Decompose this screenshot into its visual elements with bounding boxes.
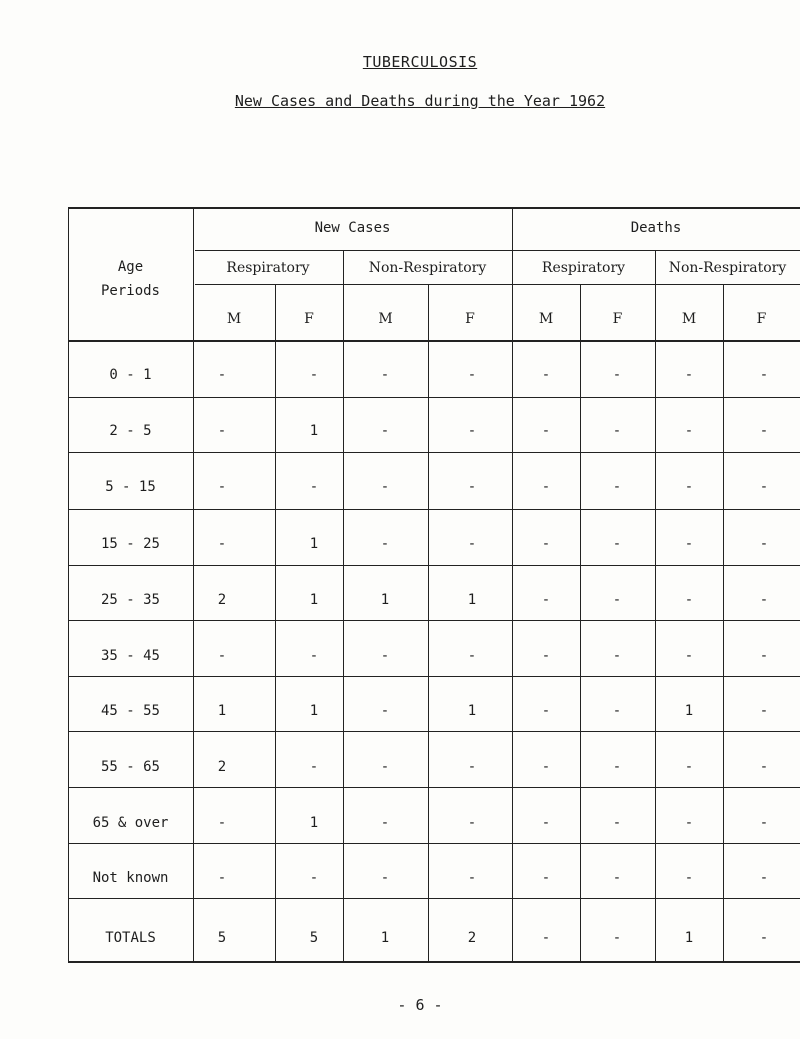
table-cell: - bbox=[217, 648, 227, 664]
table-cell: - bbox=[217, 815, 227, 831]
table-cell: - bbox=[684, 648, 694, 664]
table-cell: - bbox=[217, 536, 227, 552]
table-cell: - bbox=[759, 592, 769, 608]
table-cell: - bbox=[541, 930, 551, 946]
rule-header-bottom bbox=[68, 340, 800, 342]
rule-group bbox=[195, 250, 800, 251]
new-cases-header: New Cases bbox=[314, 220, 391, 236]
table-cell: - bbox=[467, 870, 477, 886]
table-cell: - bbox=[541, 592, 551, 608]
table-cell: - bbox=[612, 815, 622, 831]
table-cell: - bbox=[467, 479, 477, 495]
age-period-label: 35 - 45 bbox=[100, 648, 160, 664]
table-cell: - bbox=[612, 703, 622, 719]
table-cell: - bbox=[684, 592, 694, 608]
new-respiratory-header: Respiratory bbox=[226, 260, 310, 276]
table-cell: - bbox=[759, 930, 769, 946]
table-cell: - bbox=[612, 479, 622, 495]
table-cell: - bbox=[380, 648, 390, 664]
table-cell: 1 bbox=[217, 703, 227, 719]
age-period-label: Not known bbox=[92, 870, 169, 886]
table-cell: - bbox=[541, 479, 551, 495]
age-period-label: 55 - 65 bbox=[100, 759, 160, 775]
table-cell: - bbox=[380, 479, 390, 495]
table-cell: - bbox=[467, 536, 477, 552]
table-cell: - bbox=[684, 759, 694, 775]
table-cell: - bbox=[541, 703, 551, 719]
sex-header: M bbox=[226, 311, 242, 327]
table-cell: 2 bbox=[467, 930, 477, 946]
rule-sex-divider bbox=[580, 284, 581, 963]
table-cell: - bbox=[309, 479, 319, 495]
table-cell: - bbox=[612, 423, 622, 439]
table-cell: - bbox=[541, 536, 551, 552]
table-cell: - bbox=[380, 870, 390, 886]
document-subtitle: New Cases and Deaths during the Year 1962 bbox=[234, 92, 606, 110]
rule-row bbox=[68, 898, 800, 899]
sex-header: M bbox=[681, 311, 697, 327]
table-cell: - bbox=[380, 815, 390, 831]
table-cell: 1 bbox=[467, 592, 477, 608]
table-cell: 1 bbox=[309, 703, 319, 719]
table-cell: 2 bbox=[217, 592, 227, 608]
table-cell: 1 bbox=[380, 592, 390, 608]
table-cell: - bbox=[467, 815, 477, 831]
age-period-label: 2 - 5 bbox=[109, 423, 152, 439]
table-cell: - bbox=[541, 759, 551, 775]
table-cell: - bbox=[759, 367, 769, 383]
table-cell: - bbox=[612, 367, 622, 383]
table-cell: - bbox=[612, 648, 622, 664]
document-title: TUBERCULOSIS bbox=[362, 53, 478, 71]
deaths-non-respiratory-header: Non-Respiratory bbox=[668, 260, 787, 276]
table-cell: - bbox=[309, 759, 319, 775]
table-cell: - bbox=[217, 870, 227, 886]
rule-row bbox=[68, 787, 800, 788]
age-period-label: 15 - 25 bbox=[100, 536, 160, 552]
rule-top bbox=[68, 207, 800, 209]
table-cell: - bbox=[759, 479, 769, 495]
table-cell: - bbox=[684, 479, 694, 495]
sex-header: M bbox=[378, 311, 393, 327]
table-cell: - bbox=[612, 759, 622, 775]
table-cell: 1 bbox=[309, 536, 319, 552]
table-cell: - bbox=[759, 759, 769, 775]
table-cell: - bbox=[309, 870, 319, 886]
tuberculosis-table bbox=[68, 207, 800, 963]
table-cell: - bbox=[380, 423, 390, 439]
table-cell: - bbox=[541, 367, 551, 383]
rule-row bbox=[68, 565, 800, 566]
table-cell: - bbox=[541, 648, 551, 664]
table-cell: - bbox=[380, 367, 390, 383]
table-cell: - bbox=[612, 536, 622, 552]
table-cell: - bbox=[684, 815, 694, 831]
table-cell: - bbox=[309, 367, 319, 383]
table-cell: - bbox=[541, 870, 551, 886]
table-cell: - bbox=[612, 870, 622, 886]
table-cell: - bbox=[309, 648, 319, 664]
sex-header: F bbox=[465, 311, 475, 327]
table-cell: - bbox=[759, 815, 769, 831]
rule-row bbox=[68, 620, 800, 621]
table-cell: - bbox=[467, 423, 477, 439]
age-period-label: 25 - 35 bbox=[100, 592, 160, 608]
table-cell: 2 bbox=[217, 759, 227, 775]
table-cell: - bbox=[217, 423, 227, 439]
rule-sex-divider bbox=[723, 284, 724, 963]
rule-left bbox=[68, 207, 69, 963]
table-cell: 1 bbox=[309, 423, 319, 439]
table-cell: 1 bbox=[380, 930, 390, 946]
deaths-respiratory-header: Respiratory bbox=[541, 260, 626, 276]
table-cell: - bbox=[759, 870, 769, 886]
sex-header: F bbox=[612, 311, 623, 327]
table-cell: - bbox=[759, 648, 769, 664]
table-cell: - bbox=[380, 536, 390, 552]
table-cell: 1 bbox=[684, 703, 694, 719]
table-cell: - bbox=[380, 703, 390, 719]
table-cell: - bbox=[467, 759, 477, 775]
table-cell: - bbox=[541, 815, 551, 831]
table-cell: 1 bbox=[684, 930, 694, 946]
table-cell: - bbox=[467, 367, 477, 383]
table-cell: - bbox=[612, 592, 622, 608]
table-cell: 5 bbox=[309, 930, 319, 946]
rule-bottom bbox=[68, 961, 800, 963]
table-cell: - bbox=[217, 479, 227, 495]
table-cell: 1 bbox=[309, 815, 319, 831]
age-period-label: 5 - 15 bbox=[105, 479, 156, 495]
rule-sex-divider bbox=[428, 284, 429, 963]
age-period-label: 65 & over bbox=[92, 815, 169, 831]
table-cell: - bbox=[684, 367, 694, 383]
table-cell: 1 bbox=[467, 703, 477, 719]
table-cell: 1 bbox=[309, 592, 319, 608]
table-cell: 5 bbox=[217, 930, 227, 946]
rule-subgroup bbox=[195, 284, 800, 285]
table-cell: - bbox=[759, 703, 769, 719]
table-cell: - bbox=[467, 648, 477, 664]
deaths-header: Deaths bbox=[630, 220, 682, 236]
sex-header: F bbox=[756, 311, 767, 327]
rule-row bbox=[68, 843, 800, 844]
table-cell: - bbox=[684, 536, 694, 552]
table-cell: - bbox=[217, 367, 227, 383]
rule-sub-divider bbox=[655, 250, 656, 963]
age-period-label: 0 - 1 bbox=[109, 367, 152, 383]
new-non-respiratory-header: Non-Respiratory bbox=[368, 260, 487, 276]
rule-row bbox=[68, 509, 800, 510]
rule-row bbox=[68, 676, 800, 677]
table-cell: - bbox=[684, 423, 694, 439]
table-cell: - bbox=[759, 536, 769, 552]
rule-row bbox=[68, 452, 800, 453]
sex-header: M bbox=[538, 311, 554, 327]
age-period-label: 45 - 55 bbox=[100, 703, 160, 719]
rule-row bbox=[68, 731, 800, 732]
sex-header: F bbox=[304, 311, 314, 327]
table-cell: - bbox=[380, 759, 390, 775]
rule-row bbox=[68, 397, 800, 398]
table-cell: - bbox=[759, 423, 769, 439]
age-period-label: TOTALS bbox=[105, 930, 156, 946]
table-cell: - bbox=[684, 870, 694, 886]
age-periods-header: Age Periods bbox=[100, 259, 160, 299]
rule-sex-divider bbox=[275, 284, 276, 963]
page-number: - 6 - bbox=[397, 996, 443, 1014]
table-cell: - bbox=[541, 423, 551, 439]
table-cell: - bbox=[612, 930, 622, 946]
